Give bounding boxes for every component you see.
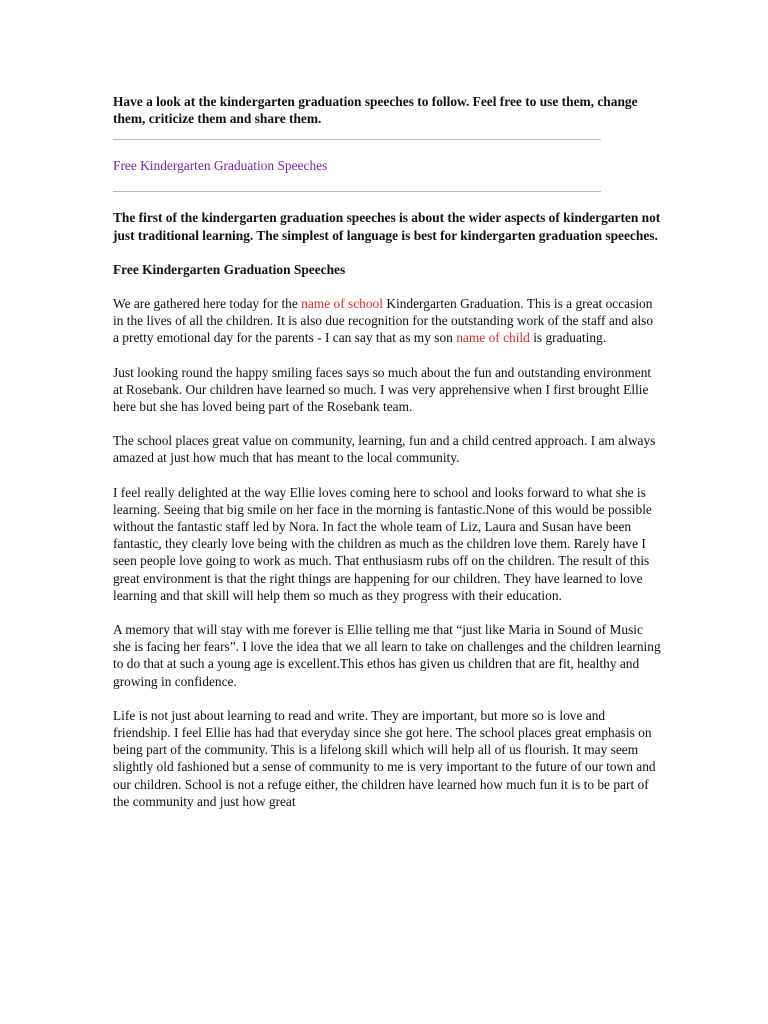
placeholder-name-of-school: name of school — [301, 296, 383, 312]
intro-paragraph: Have a look at the kindergarten graduation speeches to follow. Feel free to use them, change them, criticize them and share them. — [113, 94, 638, 127]
speech-p1-text-a: We are gathered here today for the — [113, 296, 302, 312]
horizontal-rule-bottom — [113, 191, 601, 192]
speech-paragraph-2: Just looking round the happy smiling faces says so much about the fun and outstanding environment at Rosebank. Our children have learned so much. I was very apprehensive when I first brought Ellie here but she has loved being part of the Rosebank team. — [113, 364, 652, 415]
document-page — [113, 93, 661, 810]
placeholder-name-of-child: name of child — [456, 330, 530, 346]
speech-paragraph-6: Life is not just about learning to read and write. They are important, but more so is love and friendship. I feel Ellie has had that everyday since she got here. The school places great emphasis on being part of the community. This is a lifelong skill which will help all of us flourish. It may seem slightly old fashioned but a sense of community to me is very important to the future of our town and our children. School is not a refuge either, the children have learned how much fun it is to be part of the community and just how great — [113, 707, 656, 809]
first-speech-intro: The first of the kindergarten graduation speeches is about the wider aspects of kindergarten not just traditional learning. The simplest of language is best for kindergarten graduation speeches. — [113, 210, 661, 243]
speech-p1-text-b: Kindergarten Graduation. This is a great occasion in the lives of all the children. It is also due recognition for the outstanding work of the staff and also a pretty emotional day for the parents - I can say that as my son — [113, 296, 654, 346]
speech-paragraph-1 — [113, 295, 661, 347]
speech-paragraph-3: The school places great value on community, learning, fun and a child centred approach. I am always amazed at just how much that has meant to the local community. — [113, 433, 656, 466]
speech-paragraph-4: I feel really delighted at the way Ellie loves coming here to school and looks forward to what she is learning. Seeing that big smile on her face in the morning is fantastic.None of this would be possible without the fantastic staff led by Nora. In fact the whole team of Liz, Laura and Susan have been fantastic, they clearly love being with the children as much as the children love them. Rarely have I seen people love going to work as much. That enthusiasm rubs off on the children. The result of this great environment is that the right things are happening for our children. They have learned to love learning and that skill will help them so much as they progress with their education. — [113, 484, 652, 603]
speeches-link-heading[interactable]: Free Kindergarten Graduation Speeches — [113, 158, 328, 174]
horizontal-rule-top — [113, 139, 601, 140]
speech-heading: Free Kindergarten Graduation Speeches — [113, 261, 346, 277]
speech-p1-text-c: is graduating. — [529, 330, 607, 346]
speech-paragraph-5: A memory that will stay with me forever is Ellie telling me that “just like Maria in Sound of Music she is facing her fears”. I love the idea that we all learn to take on challenges and the children learning to do that at such a young age is excellent.This ethos has given us children that are fit, healthy and growing in confidence. — [113, 622, 661, 689]
